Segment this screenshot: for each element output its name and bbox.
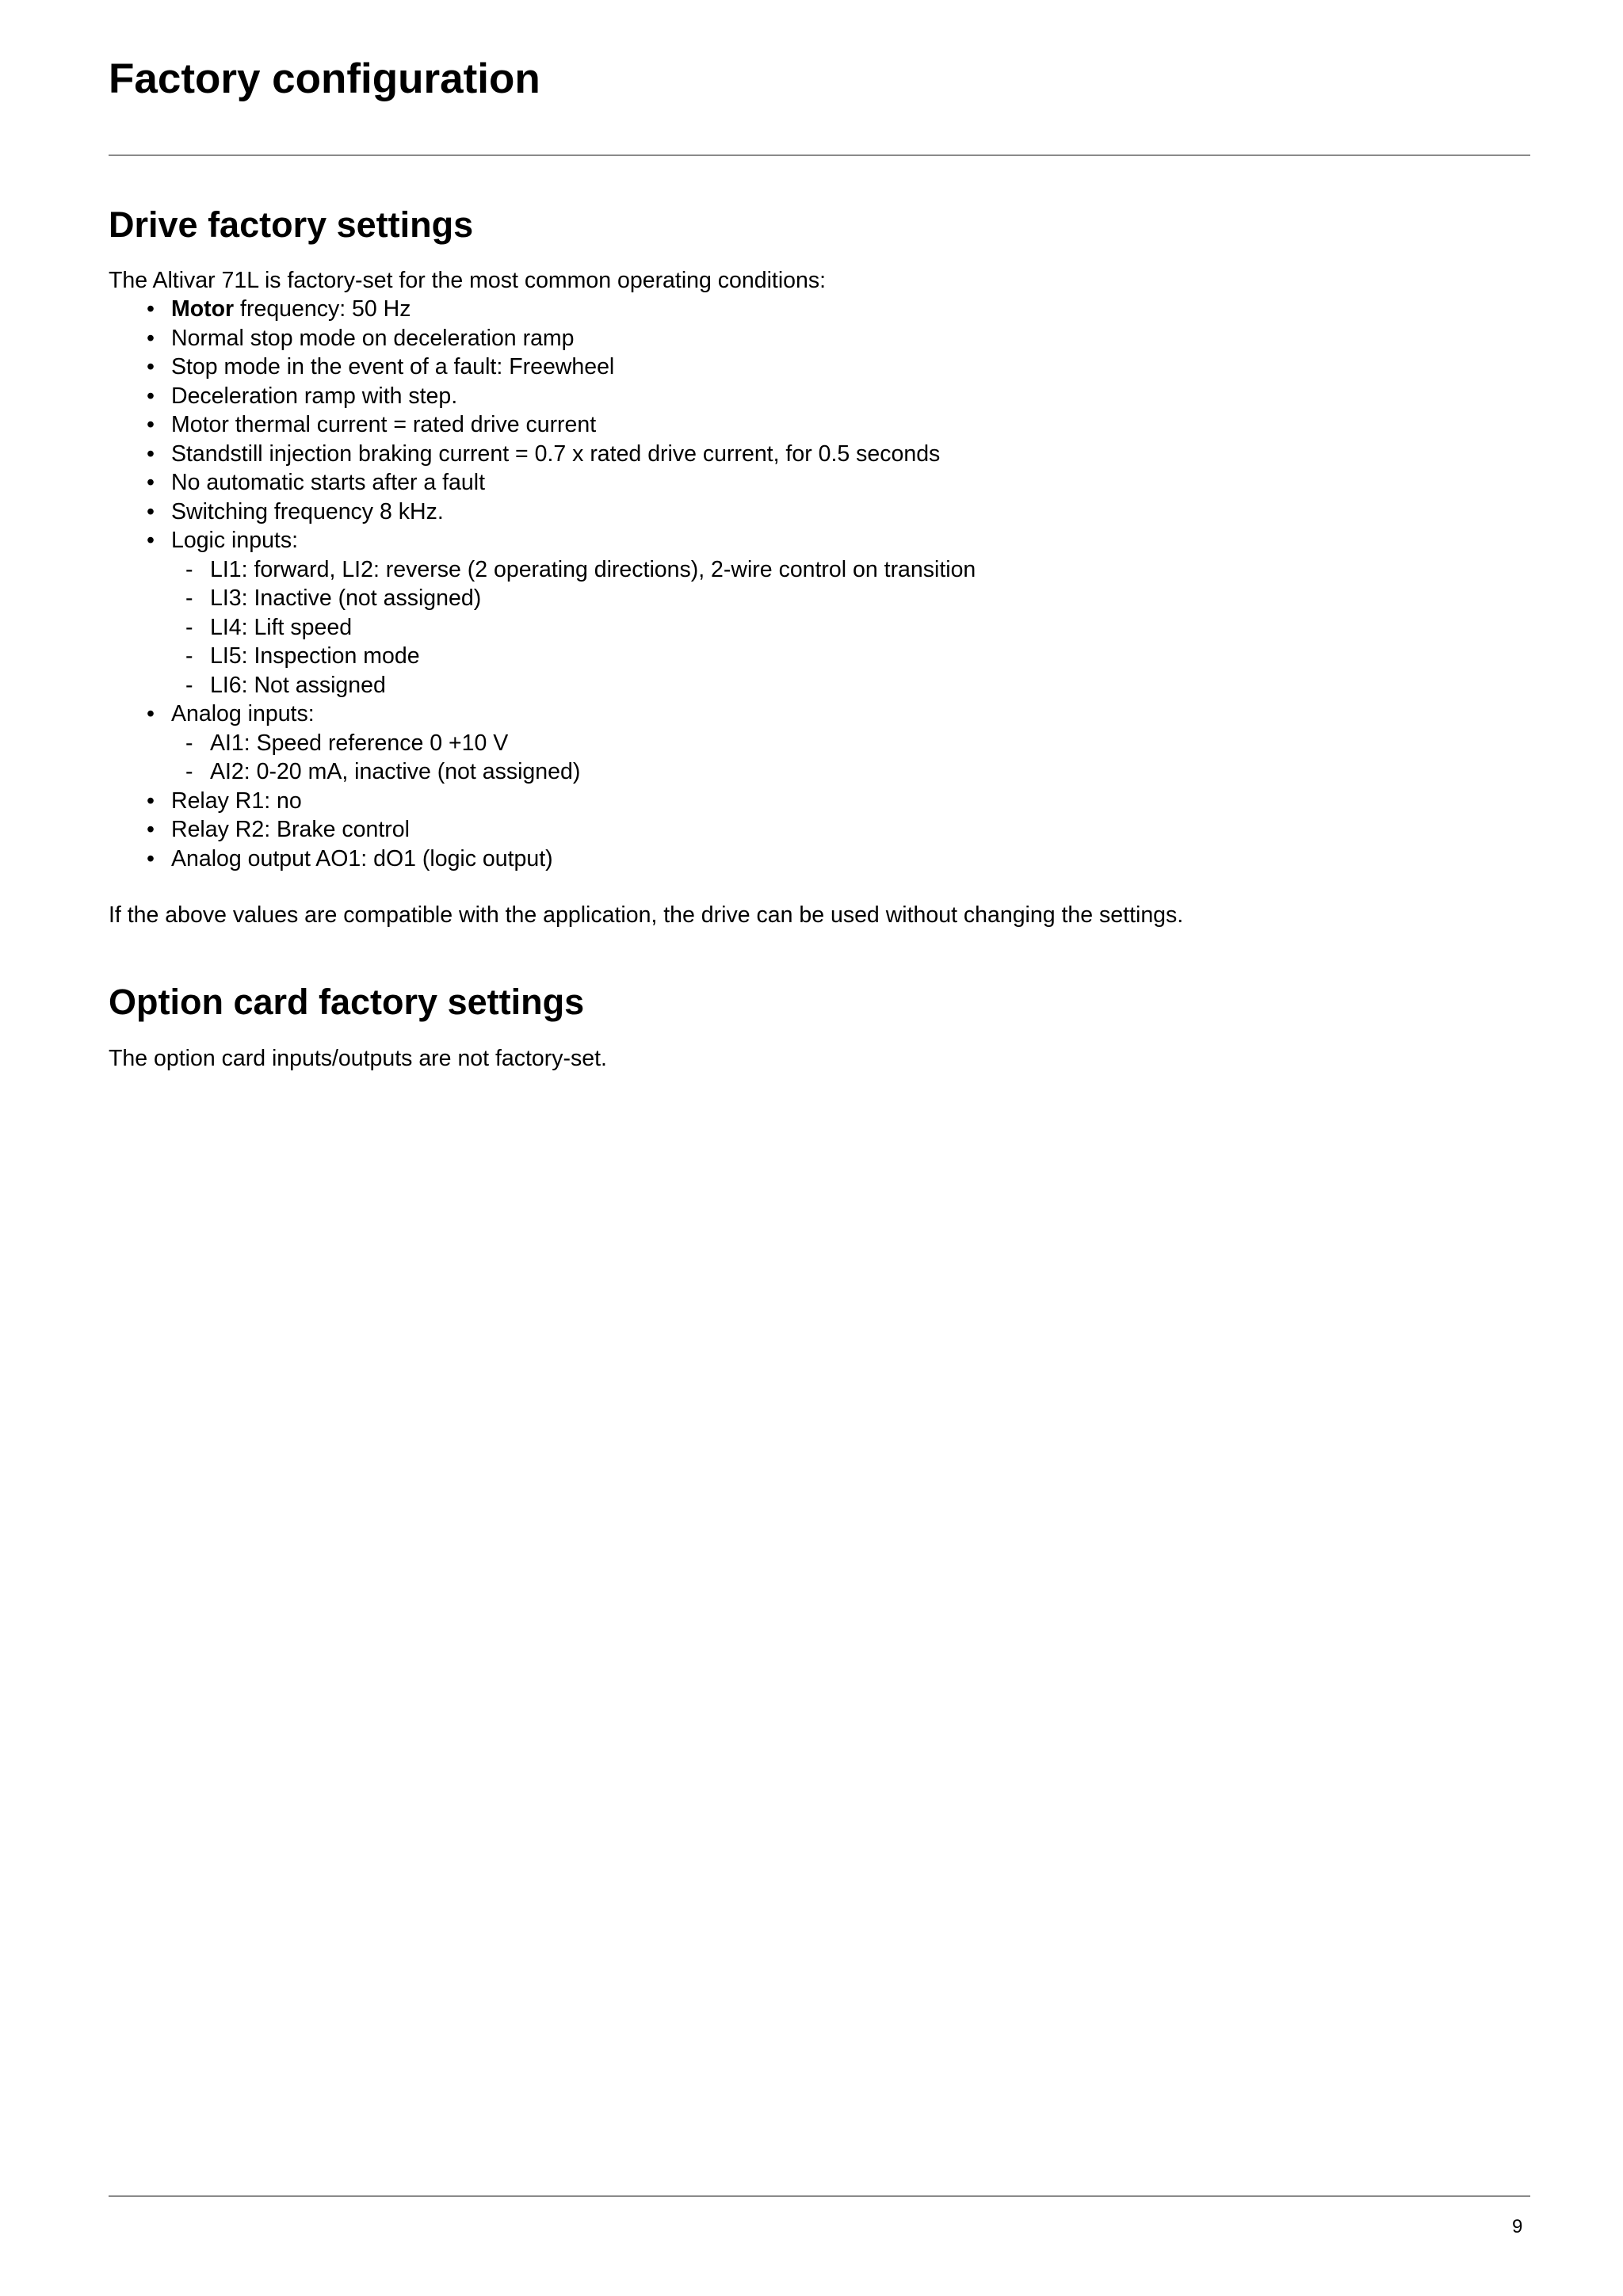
drive-setting-subitem [171, 757, 976, 787]
bullet-marker: • [147, 325, 155, 351]
drive-setting-text: No automatic starts after a fault [171, 470, 486, 495]
bullet-marker: • [147, 701, 155, 727]
drive-setting-subitem-text: AI2: 0-20 mA, inactive (not assigned) [210, 759, 581, 784]
drive-setting-text: Analog output AO1: dO1 (logic output) [171, 845, 553, 871]
drive-setting-subitem [171, 555, 976, 585]
bullet-marker: • [147, 788, 155, 814]
drive-intro-paragraph: The Altivar 71L is factory-set for the most common operating conditions: [109, 268, 827, 293]
dash-marker: - [185, 585, 193, 611]
dash-marker: - [185, 672, 193, 698]
drive-setting-subitem-text: LI6: Not assigned [210, 672, 386, 698]
drive-setting-item [109, 353, 976, 382]
drive-setting-item [109, 410, 976, 440]
drive-setting-text: Analog inputs: [171, 701, 315, 727]
bullet-marker: • [147, 296, 155, 322]
drive-setting-bold-term: Motor [171, 296, 235, 322]
dash-marker: - [185, 556, 193, 582]
page-title: Factory configuration [109, 55, 540, 102]
drive-setting-subitem-text: LI4: Lift speed [210, 614, 353, 640]
drive-setting-item [109, 295, 976, 324]
drive-setting-item [109, 815, 976, 845]
drive-setting-sublist [171, 729, 976, 787]
dash-marker: - [185, 643, 193, 669]
bullet-marker: • [147, 528, 155, 553]
drive-setting-subitem-text: LI5: Inspection mode [210, 643, 420, 669]
drive-setting-item [109, 382, 976, 411]
drive-setting-subitem-text: LI3: Inactive (not assigned) [210, 585, 482, 611]
drive-setting-text: Relay R2: Brake control [171, 817, 410, 842]
bullet-marker: • [147, 354, 155, 379]
drive-setting-item [109, 468, 976, 498]
drive-setting-item [109, 700, 976, 787]
option-card-paragraph: The option card inputs/outputs are not factory-set. [109, 1046, 607, 1071]
drive-setting-subitem [171, 613, 976, 643]
dash-marker: - [185, 614, 193, 640]
drive-setting-item [109, 845, 976, 874]
dash-marker: - [185, 730, 193, 756]
page-number: 9 [1512, 2216, 1523, 2237]
drive-setting-item [109, 498, 976, 527]
drive-setting-subitem [171, 642, 976, 671]
drive-setting-subitem-text: LI1: forward, LI2: reverse (2 operating directions), 2-wire control on transition [210, 556, 976, 582]
footer-divider [109, 2195, 1530, 2197]
drive-setting-item [109, 526, 976, 700]
bullet-marker: • [147, 441, 155, 467]
bullet-marker: • [147, 383, 155, 409]
drive-settings-list [109, 295, 976, 873]
drive-factory-settings-heading: Drive factory settings [109, 204, 474, 245]
drive-setting-subitem [171, 671, 976, 700]
bullet-marker: • [147, 498, 155, 524]
drive-setting-text: Relay R1: no [171, 788, 302, 814]
drive-setting-text: Standstill injection braking current = 0.7 x rated drive current, for 0.5 seconds [171, 441, 941, 467]
bullet-marker: • [147, 817, 155, 842]
drive-setting-item [109, 787, 976, 816]
header-divider [109, 154, 1530, 156]
drive-setting-text: frequency: 50 Hz [234, 296, 411, 322]
drive-setting-text: Stop mode in the event of a fault: Freewheel [171, 354, 615, 379]
drive-setting-item [109, 440, 976, 469]
drive-setting-text: Deceleration ramp with step. [171, 383, 458, 409]
drive-setting-text: Logic inputs: [171, 528, 299, 553]
dash-marker: - [185, 759, 193, 784]
bullet-marker: • [147, 412, 155, 437]
option-card-settings-heading: Option card factory settings [109, 982, 585, 1022]
drive-setting-item [109, 324, 976, 353]
compatibility-note: If the above values are compatible with the application, the drive can be used without changing the settings. [109, 902, 1184, 928]
drive-setting-text: Switching frequency 8 kHz. [171, 498, 444, 524]
drive-setting-sublist [171, 555, 976, 700]
drive-setting-subitem-text: AI1: Speed reference 0 +10 V [210, 730, 509, 756]
drive-setting-text: Normal stop mode on deceleration ramp [171, 325, 575, 351]
drive-setting-subitem [171, 584, 976, 613]
drive-setting-text: Motor thermal current = rated drive current [171, 412, 597, 437]
drive-setting-subitem [171, 729, 976, 758]
bullet-marker: • [147, 845, 155, 871]
bullet-marker: • [147, 470, 155, 495]
